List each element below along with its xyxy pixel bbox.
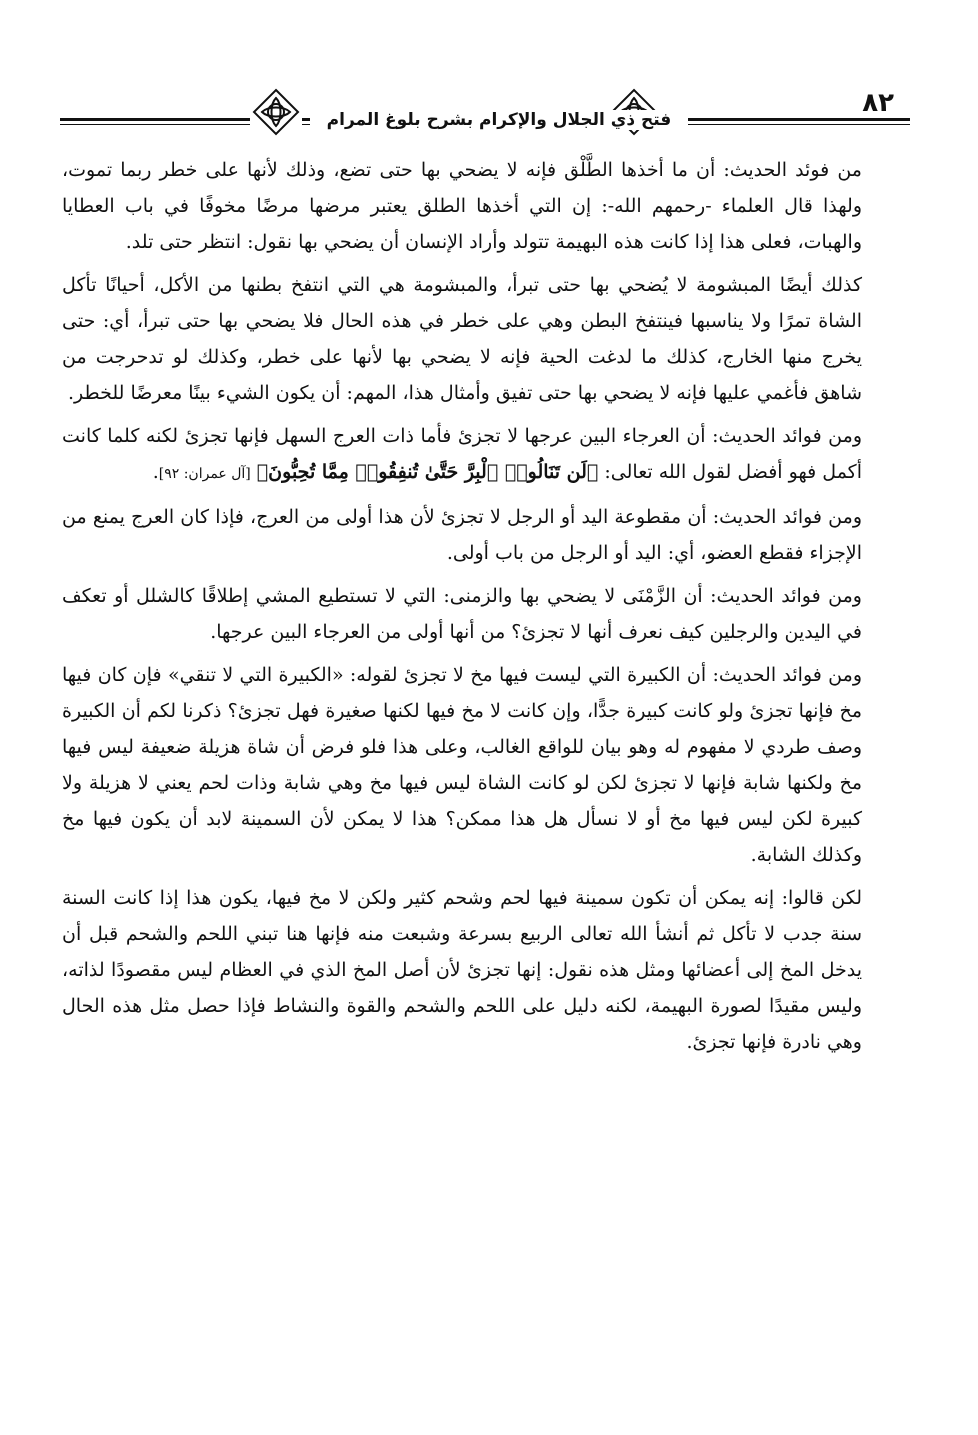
page-header (60, 70, 910, 140)
paragraph-lame (62, 418, 862, 492)
paragraph: كذلك أيضًا المبشومة لا يُضحي بها حتى تبرأ، والمبشومة هي التي انتفخ بطنها من الأكل، أحيانًا تأكل الشاة تمرًا ولا يناسبها فينتفخ البطن وهي على خطر في هذه الحال فلا يضحي بها حتى تبرأ، أي: حتى يخرج منها الخارج، كذلك ما لدغت الحية فإنه لا يضحي بها لأنها على خطر، وكذلك لو تدحرجت من شاهق فأغمي عليها فإنه لا يضحي بها حتى تفيق وأمثال هذا، المهم: أن يكون الشيء بينًا معرضًا للخطر. (62, 274, 862, 404)
paragraph: ومن فوائد الحديث: أن مقطوعة اليد أو الرجل لا تجزئ لأن هذا أولى من العرج، فإذا كان العرج يمنع من الإجزاء فقطع العضو، أي: اليد أو الرجل من باب أولى. (62, 506, 862, 564)
paragraph-text: ومن فوائد الحديث: أن العرجاء البين عرجها لا تجزئ فأما ذات العرج السهل فإنها تجزئ لكنه كلما كانت أكمل فهو أفضل لقول الله تعالى: (62, 425, 862, 483)
verse-reference: [آل عمران: ٩٢] (158, 466, 251, 482)
floral-ornament-icon (250, 86, 302, 138)
book-title: فتح ذي الجلال والإكرام بشرح بلوغ المرام (310, 110, 688, 130)
sentence-end: . (152, 461, 159, 483)
paragraph: ومن فوائد الحديث: أن الزَّمْنَى لا يضحي بها والزمنى: التي لا تستطيع المشي إطلاقًا كالشلل أو تعكف في اليدين والرجلين كيف نعرف أنها لا تجزئ؟ من أنها أولى من العرجاء البين عرجها. (62, 585, 862, 643)
page-number: ٨٢ (856, 88, 900, 118)
paragraph: ومن فوائد الحديث: أن الكبيرة التي ليست فيها مخ لا تجزئ لقوله: «الكبيرة التي لا تنقي» فإن كان فيها مخ فإنها تجزئ ولو كانت كبيرة جدًّا، وإن كانت لا مخ فيها لكنها صغيرة فهل تجزئ؟ ذكرنا لكم أن الكبيرة وصف طردي لا مفهوم له وهو بيان للواقع الغالب، وعلى هذا فلو فرض أن شاة هزيلة ضعيفة ليس فيها مخ ولكنها شابة فإنها لا تجزئ لكن لو كانت الشاة ليس فيها مخ وهي شابة وذات لحم يعني لا هزيلة ولا كبيرة لكن ليس فيها مخ أو لا نسأل هل هذا ممكن؟ هذا لا يمكن لأن السمينة لابد أن يكون فيها مخ وكذلك الشابة. (62, 664, 862, 866)
page-body (62, 152, 862, 1067)
quran-verse: ﴿لَن تَنَالُوا۟ ٱلْبِرَّ حَتَّىٰ تُنفِقُوا۟ مِمَّا تُحِبُّونَ﴾ (256, 461, 599, 483)
paragraph: لكن قالوا: إنه يمكن أن تكون سمينة فيها لحم وشحم كثير ولكن لا مخ فيها، يكون هذا إذا كانت السنة سنة جدب لا تأكل ثم أنشأ الله تعالى الربيع بسرعة وشبعت منه فإنها هنا تبني اللحم والشحم قبل أن يدخل المخ إلى أعضائها ومثل هذه نقول: إنها تجزئ لأن أصل المخ الذي في العظام ليس مقصودًا لذاته، وليس مقيدًا لصورة البهيمة، لكنه دليل على اللحم والشحم والقوة والنشاط فإذا حصل مثل هذه الحال وهي نادرة فإنها تجزئ. (62, 887, 862, 1053)
paragraph: من فوئد الحديث: أن ما أخذها الطَّلْق فإنه لا يضحي بها حتى تضع، وذلك لأنها على خطر ربما تموت، ولهذا قال العلماء -رحمهم الله-: إن التي أخذها الطلق يعتبر مرضها مرضًا مخوفًا في باب العطايا والهبات، فعلى هذا إذا كانت هذه البهيمة تتولد وأراد الإنسان أن يضحي بها نقول: انتظر حتى تلد. (62, 159, 862, 253)
